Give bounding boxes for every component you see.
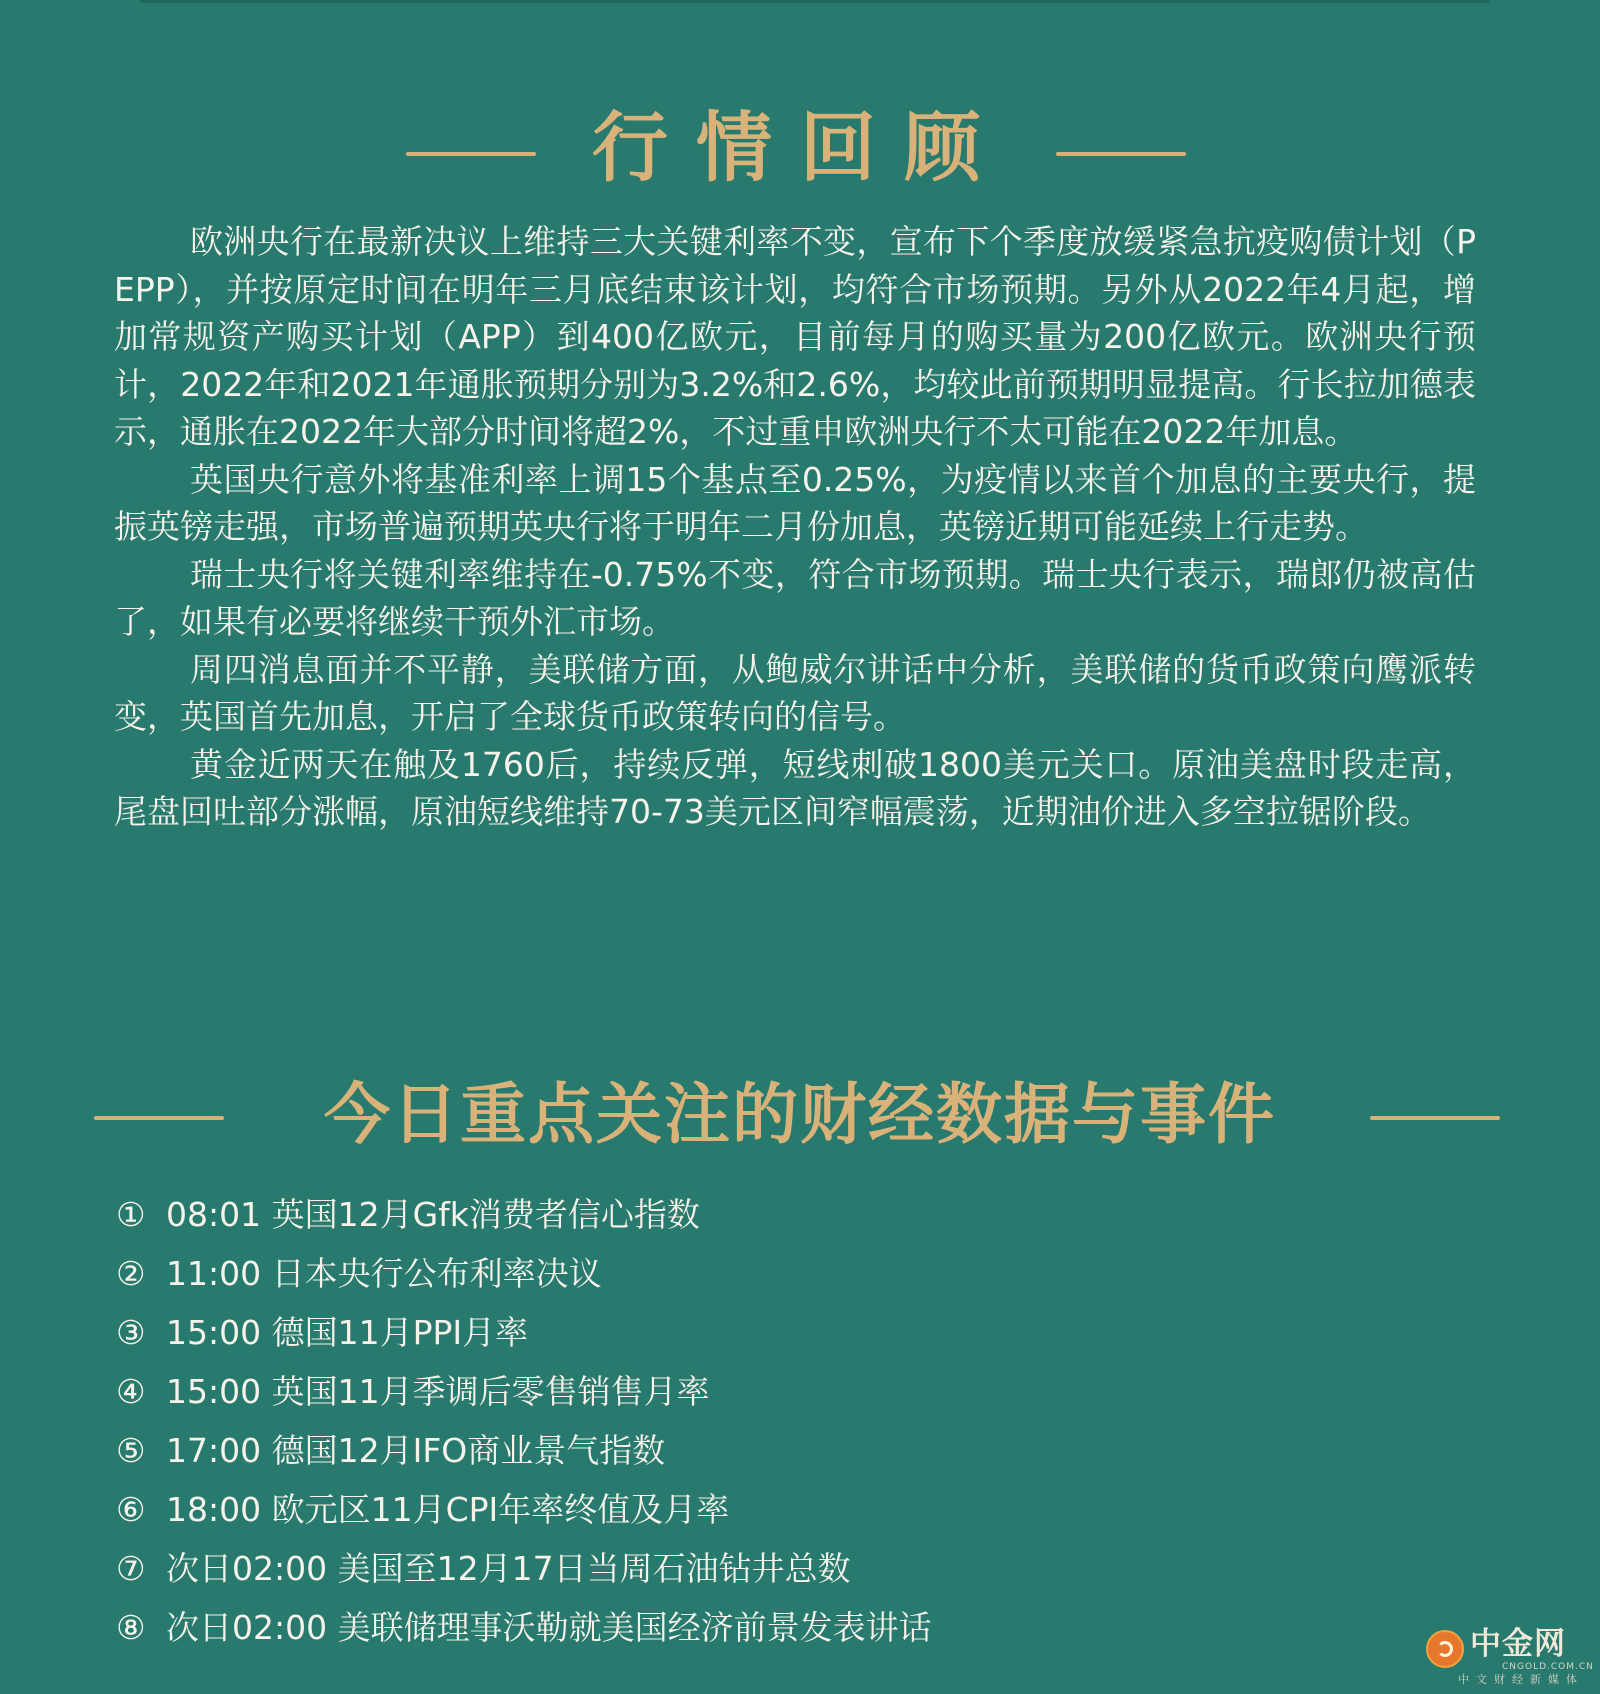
top-border-line (140, 0, 1490, 3)
review-body (114, 218, 1476, 836)
event-text: 次日02:00 美联储理事沃勒就美国经济前景发表讲话 (166, 1608, 932, 1647)
review-paragraph-fed: 周四消息面并不平静，美联储方面，从鲍威尔讲话中分析，美联储的货币政策向鹰派转变，英国首先加息，开启了全球货币政策转向的信号。 (114, 649, 1476, 736)
event-text: 17:00 德国12月IFO商业景气指数 (166, 1431, 666, 1470)
review-paragraph-ecb: 欧洲央行在最新决议上维持三大关键利率不变，宣布下个季度放缓紧急抗疫购债计划（PEPP），并按原定时间在明年三月底结束该计划，均符合市场预期。另外从2022年4月起，增加常规资产购买计划（APP）到400亿欧元，目前每月的购买量为200亿欧元。欧洲央行预计，2022年和2021年通胀预期分别为3.2%和2.6%，均较此前预期明显提高。行长拉加德表示，通胀在2022年大部分时间将超2%，不过重申欧洲央行不太可能在2022年加息。 (114, 222, 1476, 451)
event-number: ② (116, 1254, 146, 1293)
event-item (116, 1362, 1316, 1421)
cngold-logo-icon (1426, 1630, 1464, 1668)
event-text: 15:00 英国11月季调后零售销售月率 (166, 1372, 710, 1411)
event-item (116, 1244, 1316, 1303)
event-text: 次日02:00 美国至12月17日当周石油钻井总数 (166, 1549, 851, 1588)
events-list (116, 1185, 1316, 1657)
events-section-title: 今日重点关注的财经数据与事件 (324, 1076, 1276, 1153)
title-dash-right (1056, 152, 1186, 156)
event-text: 15:00 德国11月PPI月率 (166, 1313, 529, 1352)
review-paragraph-boe: 英国央行意外将基准利率上调15个基点至0.25%，为疫情以来首个加息的主要央行，提振英镑走强，市场普遍预期英央行将于明年二月份加息，英镑近期可能延续上行走势。 (114, 459, 1476, 546)
event-number: ⑧ (116, 1608, 146, 1647)
event-text: 18:00 欧元区11月CPI年率终值及月率 (166, 1490, 730, 1529)
event-text: 11:00 日本央行公布利率决议 (166, 1254, 602, 1293)
review-paragraph-snb: 瑞士央行将关键利率维持在-0.75%不变，符合市场预期。瑞士央行表示，瑞郎仍被高估了，如果有必要将继续干预外汇市场。 (114, 554, 1476, 641)
cngold-watermark (1426, 1626, 1594, 1686)
event-number: ③ (116, 1313, 146, 1352)
review-paragraph-gold-oil: 黄金近两天在触及1760后，持续反弹，短线刺破1800美元关口。原油美盘时段走高，尾盘回吐部分涨幅，原油短线维持70-73美元区间窄幅震荡，近期油价进入多空拉锯阶段。 (114, 744, 1476, 831)
review-section-title: 行情回顾 (592, 103, 1008, 192)
event-text: 08:01 英国12月Gfk消费者信心指数 (166, 1195, 700, 1234)
event-item (116, 1480, 1316, 1539)
watermark-url: CNGOLD.COM.CN (1502, 1662, 1594, 1672)
event-number: ⑦ (116, 1549, 146, 1588)
event-item (116, 1598, 1316, 1657)
watermark-tagline: 中文财经新媒体 (1458, 1673, 1584, 1686)
event-number: ⑤ (116, 1431, 146, 1470)
event-number: ④ (116, 1372, 146, 1411)
event-item (116, 1539, 1316, 1598)
watermark-name: 中金网 (1470, 1626, 1566, 1662)
event-item (116, 1421, 1316, 1480)
event-item (116, 1185, 1316, 1244)
events-title-dash-right (1370, 1116, 1500, 1120)
event-item (116, 1303, 1316, 1362)
event-number: ⑥ (116, 1490, 146, 1529)
event-number: ① (116, 1195, 146, 1234)
